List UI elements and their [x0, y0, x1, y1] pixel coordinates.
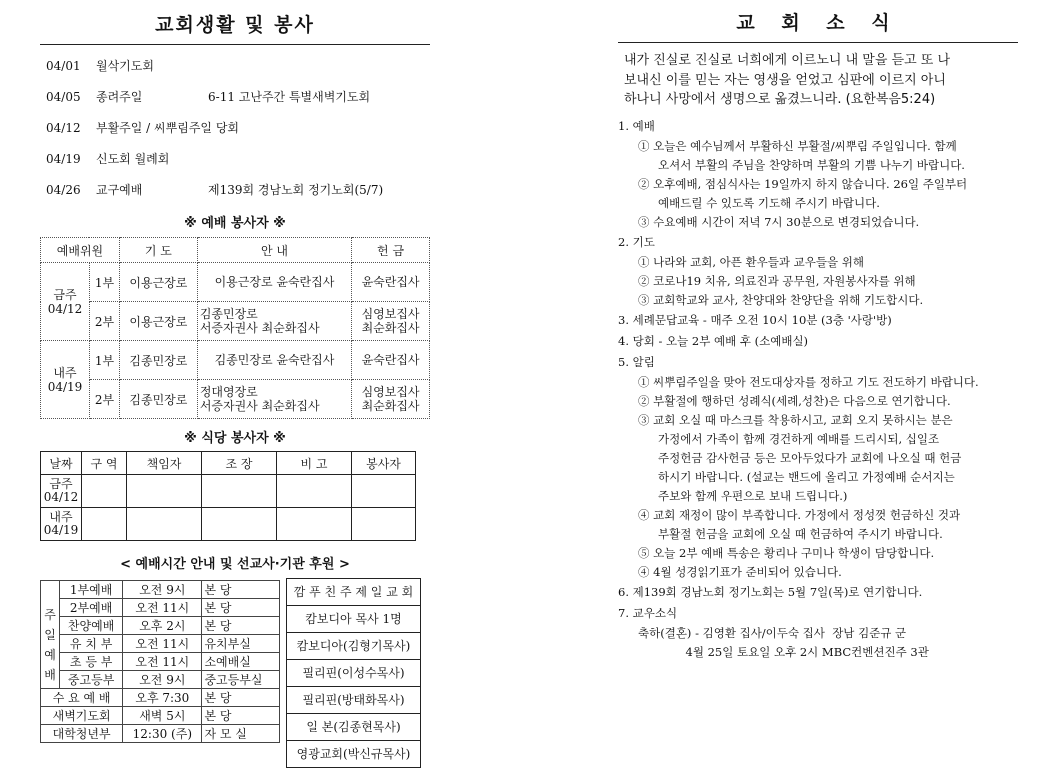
news-line: 주보와 함께 우편으로 보내 드립니다.): [658, 488, 848, 503]
times-section-title: < 예배시간 안내 및 선교사·기관 후원 >: [120, 557, 350, 572]
news-heading: 2. 기도: [618, 234, 655, 249]
right-title: 교 회 소 식: [736, 12, 900, 34]
worship-section-title: ※ 예배 봉사자 ※: [184, 216, 286, 231]
news-line: ③ 교회학교와 교사, 찬양대와 찬양단을 위해 기도합시다.: [638, 292, 924, 307]
table-row: 수 요 예 배 오후 7:30 본 당: [41, 689, 280, 707]
table-header: 예배위원: [41, 238, 120, 263]
table-row: 주 일 예 배 1부예배 오전 9시 본 당: [41, 581, 280, 599]
table-row: 2부예배 오전 11시 본 당: [41, 599, 280, 617]
table-row: 대학청년부 12:30 (주) 자 모 실: [41, 725, 280, 743]
news-line: ⑤ 오늘 2부 예배 특송은 황리나 구미나 학생이 담당합니다.: [638, 545, 935, 560]
week-label: 금주 04/12: [41, 263, 90, 341]
news-heading: 6. 제139회 경남노회 정기노회는 5월 7일(목)로 연기합니다.: [618, 584, 923, 599]
news-heading: 1. 예배: [618, 118, 655, 133]
table-header: 헌 금: [352, 238, 430, 263]
table-header: 책임자: [127, 452, 202, 475]
right-column: [618, 0, 1018, 662]
news-line: 하시기 바랍니다. (설교는 밴드에 올리고 가정예배 순서지는: [658, 469, 955, 484]
left-title: 교회생활 및 봉사: [155, 14, 315, 36]
news-line: ④ 교회 재정이 많이 부족합니다. 가정에서 정성껏 헌금하신 것과: [638, 507, 961, 522]
schedule-item: 04/19 신도회 월례회: [46, 152, 170, 166]
sunday-label: 주 일 예 배: [41, 581, 60, 689]
service-times-table: [40, 580, 280, 743]
sponsor-item: 캄보디아 목사 1명: [287, 606, 420, 633]
table-header: 구 역: [82, 452, 127, 475]
table-row: 중고등부 오전 9시 중고등부실: [41, 671, 280, 689]
week-label: 내주 04/19: [41, 341, 90, 419]
sponsor-item: 깜 푸 친 주 제 일 교 회: [287, 579, 420, 606]
news-heading: 5. 알림: [618, 354, 655, 369]
table-row: 내주 04/19 1부 김종민장로 김종민장로 윤숙란집사 윤숙란집사: [41, 341, 430, 380]
news-line: ② 부활절에 행하던 성례식(세례,성찬)은 다음으로 연기합니다.: [638, 393, 951, 408]
table-row: 2부 김종민장로 정대영장로 서증자권사 최순화집사 심영보집사 최순화집사: [41, 380, 430, 419]
table-header: 안 내: [197, 238, 351, 263]
news-line: ① 씨뿌림주일을 맞아 전도대상자를 정하고 기도 전도하기 바랍니다.: [638, 374, 979, 389]
table-header: 날짜: [41, 452, 82, 475]
meal-table: [40, 451, 416, 541]
table-row: 금주 04/12 1부 이용근장로 이용근장로 윤숙란집사 윤숙란집사: [41, 263, 430, 302]
news-list: [618, 116, 1018, 662]
news-heading: 3. 세례문답교육 - 매주 오전 10시 10분 (3층 '사랑'방): [618, 312, 892, 327]
news-line: ④ 4월 성경읽기표가 준비되어 있습니다.: [638, 564, 842, 579]
meal-section-title: ※ 식당 봉사자 ※: [184, 431, 286, 446]
worship-table: [40, 237, 430, 419]
table-row: 새벽기도회 새벽 5시 본 당: [41, 707, 280, 725]
title-rule: [40, 44, 430, 45]
schedule-item: 04/12 부활주일 / 씨뿌림주일 당회: [46, 121, 239, 135]
sponsor-item: 캄보디아(김형기목사): [287, 633, 420, 660]
news-line: ① 오늘은 예수님께서 부활하신 부활절/씨뿌림 주일입니다. 함께: [638, 138, 957, 153]
table-row: 초 등 부 오전 11시 소예배실: [41, 653, 280, 671]
news-line: 부활절 헌금을 교회에 오실 때 헌금하여 주시기 바랍니다.: [658, 526, 943, 541]
news-heading: 4. 당회 - 오늘 2부 예배 후 (소예배실): [618, 333, 809, 348]
table-row: 유 치 부 오전 11시 유치부실: [41, 635, 280, 653]
sponsor-item: 일 본(김종현목사): [287, 714, 420, 741]
news-line: ③ 교회 오실 때 마스크를 착용하시고, 교회 오지 못하시는 분은: [638, 412, 953, 427]
table-row: 2부 이용근장로 김종민장로 서증자권사 최순화집사 심영보집사 최순화집사: [41, 302, 430, 341]
table-row: 금주 04/12: [41, 475, 416, 508]
sponsor-item: 필리핀(방태화목사): [287, 687, 420, 714]
news-heading: 7. 교우소식: [618, 605, 678, 620]
news-line: 예배드릴 수 있도록 기도해 주시기 바랍니다.: [658, 195, 880, 210]
sponsor-list: [286, 578, 421, 768]
title-rule: [618, 42, 1018, 43]
news-line: 축하(결혼) - 김영환 집사/이두숙 집사 장남 김준규 군: [638, 625, 907, 640]
table-header: 조 장: [202, 452, 277, 475]
news-line: ② 오후예배, 점심식사는 19일까지 하지 않습니다. 26일 주일부터: [638, 176, 968, 191]
news-line: ③ 수요예배 시간이 저녁 7시 30분으로 변경되었습니다.: [638, 214, 920, 229]
bible-verse: 내가 진실로 진실로 너희에게 이르노니 내 말을 듣고 또 나 보내신 이를 믿는 자는 영생을 얻었고 심판에 이르지 아니 하나니 사망에서 생명으로 옮겼느니라. (요한복음5:24): [624, 53, 951, 107]
table-header: 봉사자: [352, 452, 416, 475]
sponsor-item: 필리핀(이성수목사): [287, 660, 420, 687]
schedule-item: 04/01 월삭기도회: [46, 59, 154, 73]
news-line: 주정헌금 감사헌금 등은 모아두었다가 교회에 나오실 때 헌금: [658, 450, 962, 465]
table-row: 내주 04/19: [41, 508, 416, 541]
table-header: 비 고: [277, 452, 352, 475]
news-line: 가정에서 가족이 함께 경건하게 예배를 드리시되, 십일조: [658, 431, 940, 446]
table-header: 기 도: [119, 238, 197, 263]
sponsor-item: 영광교회(박신규목사): [296, 747, 411, 761]
left-column: [40, 0, 430, 773]
schedule-item: 04/26 교구예배 제139회 경남노회 정기노회(5/7): [46, 183, 384, 197]
table-row: 찬양예배 오후 2시 본 당: [41, 617, 280, 635]
news-line: 오셔서 부활의 주님을 찬양하며 부활의 기쁨 나누기 바랍니다.: [658, 157, 965, 172]
news-line: ② 코로나19 치유, 의료진과 공무원, 자원봉사자를 위해: [638, 273, 916, 288]
schedule-list: [40, 51, 430, 206]
news-line: ① 나라와 교회, 아픈 환우들과 교우들을 위해: [638, 254, 864, 269]
news-line: 4월 25일 토요일 오후 2시 MBC컨벤션진주 3관: [638, 644, 929, 659]
schedule-item: 04/05 종려주일 6-11 고난주간 특별새벽기도회: [46, 90, 371, 104]
